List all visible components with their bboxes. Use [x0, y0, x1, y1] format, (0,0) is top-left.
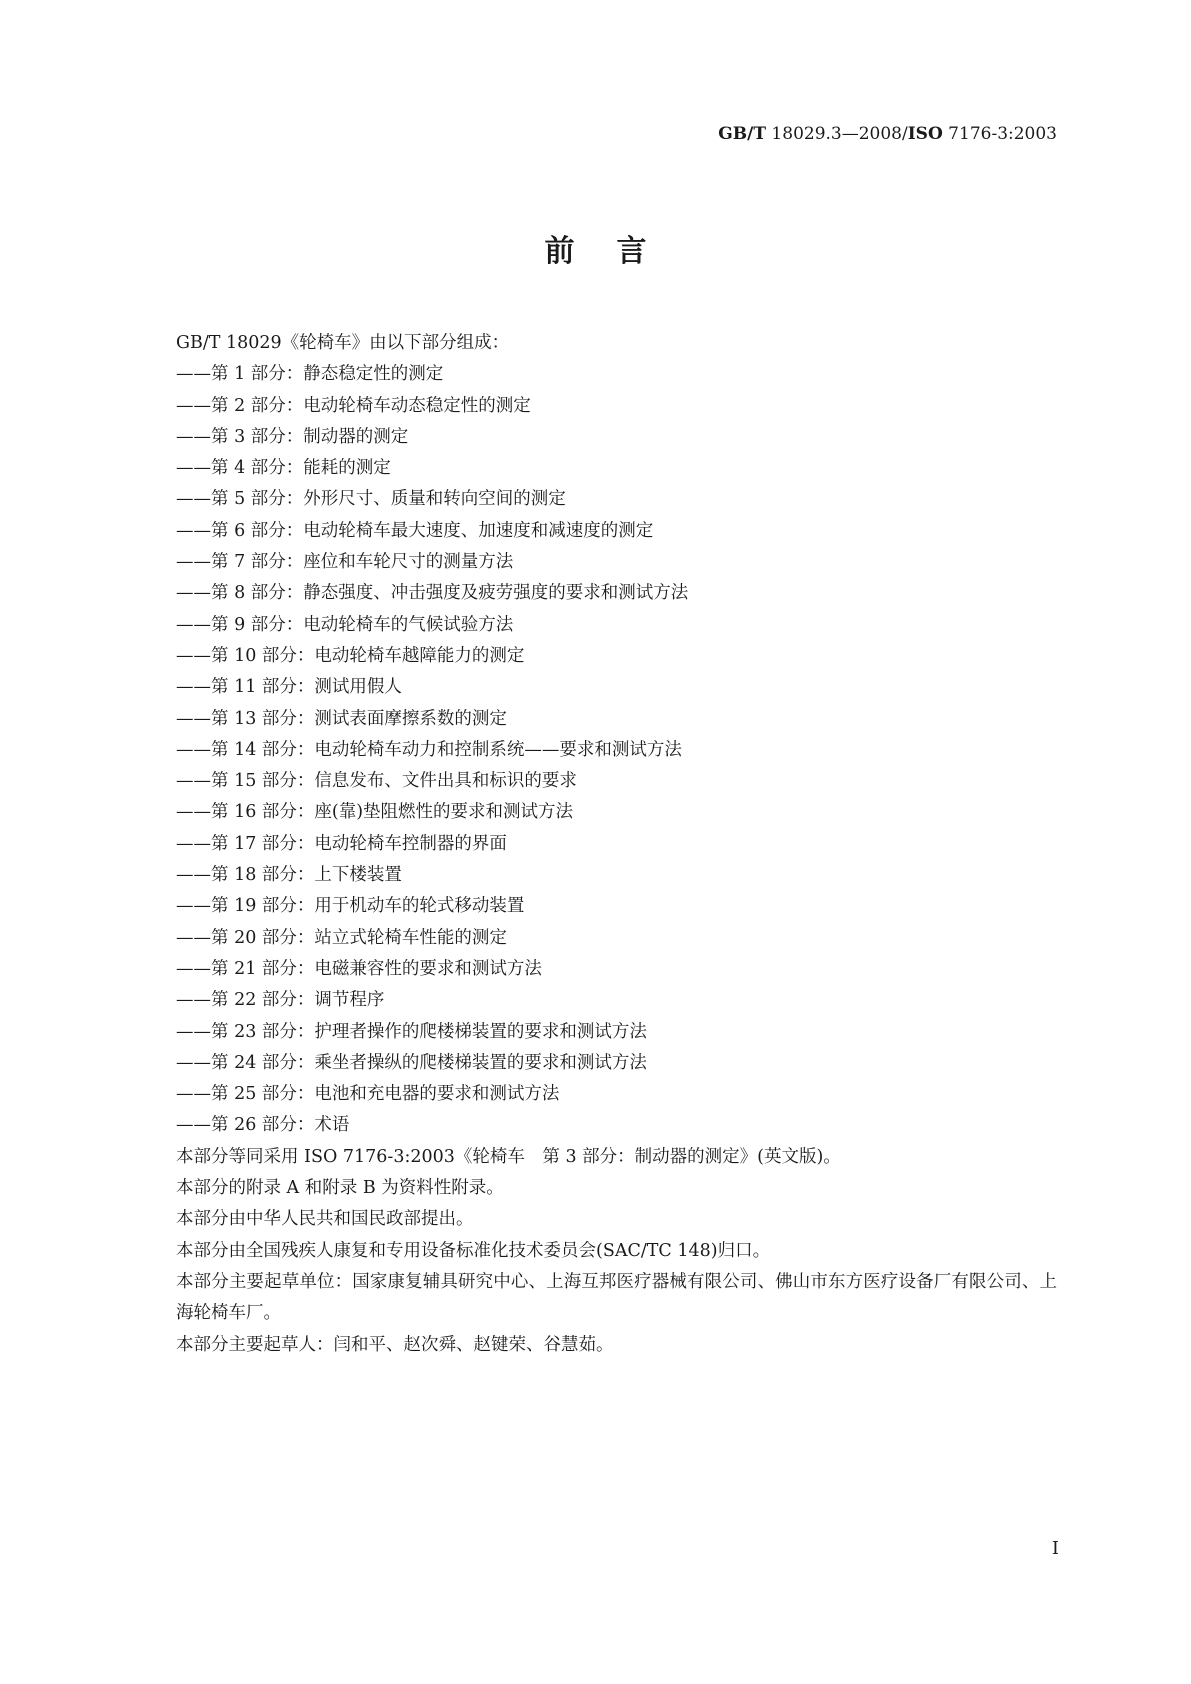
intro-line: GB/T 18029《轮椅车》由以下部分组成： [176, 333, 510, 353]
standard-code-header [718, 124, 1057, 144]
part-list-item: ——第 15 部分：信息发布、文件出具和标识的要求 [176, 771, 577, 792]
part-list-item: ——第 2 部分：电动轮椅车动态稳定性的测定 [176, 395, 531, 416]
part-list-item: ——第 24 部分：乘坐者操纵的爬楼梯装置的要求和测试方法 [176, 1052, 647, 1073]
header-code-part-3: ISO [907, 124, 943, 144]
part-list-item: ——第 3 部分：制动器的测定 [176, 426, 409, 447]
part-list-item: ——第 19 部分：用于机动车的轮式移动装置 [176, 896, 525, 917]
page-number: I [1051, 1538, 1059, 1559]
part-list-item: ——第 13 部分：测试表面摩擦系数的测定 [176, 708, 507, 729]
page-title: 前言 [544, 234, 689, 269]
part-list-item: ——第 26 部分：术语 [176, 1115, 350, 1136]
foreword-body [176, 328, 1057, 1361]
part-list-item: ——第 17 部分：电动轮椅车控制器的界面 [176, 833, 507, 854]
annex-statement: 本部分的附录 A 和附录 B 为资料性附录。 [176, 1178, 504, 1199]
adoption-statement: 本部分等同采用 ISO 7176-3:2003《轮椅车 第 3 部分：制动器的测定》(英文版)。 [176, 1146, 841, 1167]
part-list-item: ——第 1 部分：静态稳定性的测定 [176, 364, 444, 385]
part-list-item: ——第 22 部分：调节程序 [176, 990, 385, 1011]
part-list-item: ——第 4 部分：能耗的测定 [176, 458, 391, 479]
part-list-item: ——第 6 部分：电动轮椅车最大速度、加速度和减速度的测定 [176, 520, 654, 541]
part-list-item: ——第 11 部分：测试用假人 [176, 677, 402, 698]
part-list-item: ——第 16 部分：座(靠)垫阻燃性的要求和测试方法 [176, 802, 574, 823]
part-list-item: ——第 21 部分：电磁兼容性的要求和测试方法 [176, 958, 542, 979]
header-code-part-1: GB/T [718, 124, 767, 144]
header-code-part-4: 7176-3:2003 [942, 124, 1057, 144]
part-list-item: ——第 7 部分：座位和车轮尺寸的测量方法 [176, 552, 514, 573]
part-list-item: ——第 18 部分：上下楼装置 [176, 865, 402, 886]
proposer-statement: 本部分由中华人民共和国民政部提出。 [176, 1209, 474, 1230]
part-list-item: ——第 20 部分：站立式轮椅车性能的测定 [176, 927, 507, 948]
drafters-line: 本部分主要起草人：闫和平、赵次舜、赵键荣、谷慧茹。 [176, 1334, 614, 1355]
part-list-item: ——第 14 部分：电动轮椅车动力和控制系统——要求和测试方法 [176, 739, 682, 760]
part-list-item: ——第 5 部分：外形尺寸、质量和转向空间的测定 [176, 489, 566, 510]
committee-statement: 本部分由全国残疾人康复和专用设备标准化技术委员会(SAC/TC 148)归口。 [176, 1240, 771, 1261]
drafting-units-paragraph: 本部分主要起草单位：国家康复辅具研究中心、上海互邦医疗器械有限公司、佛山市东方医疗设备厂有限公司、上海轮椅车厂。 [176, 1271, 1057, 1324]
part-list-item: ——第 10 部分：电动轮椅车越障能力的测定 [176, 645, 525, 666]
part-list-item: ——第 8 部分：静态强度、冲击强度及疲劳强度的要求和测试方法 [176, 583, 689, 604]
part-list-item: ——第 23 部分：护理者操作的爬楼梯装置的要求和测试方法 [176, 1021, 647, 1042]
header-code-part-2: 18029.3—2008/ [766, 124, 908, 144]
part-list-item: ——第 9 部分：电动轮椅车的气候试验方法 [176, 614, 514, 635]
part-list-item: ——第 25 部分：电池和充电器的要求和测试方法 [176, 1084, 560, 1105]
